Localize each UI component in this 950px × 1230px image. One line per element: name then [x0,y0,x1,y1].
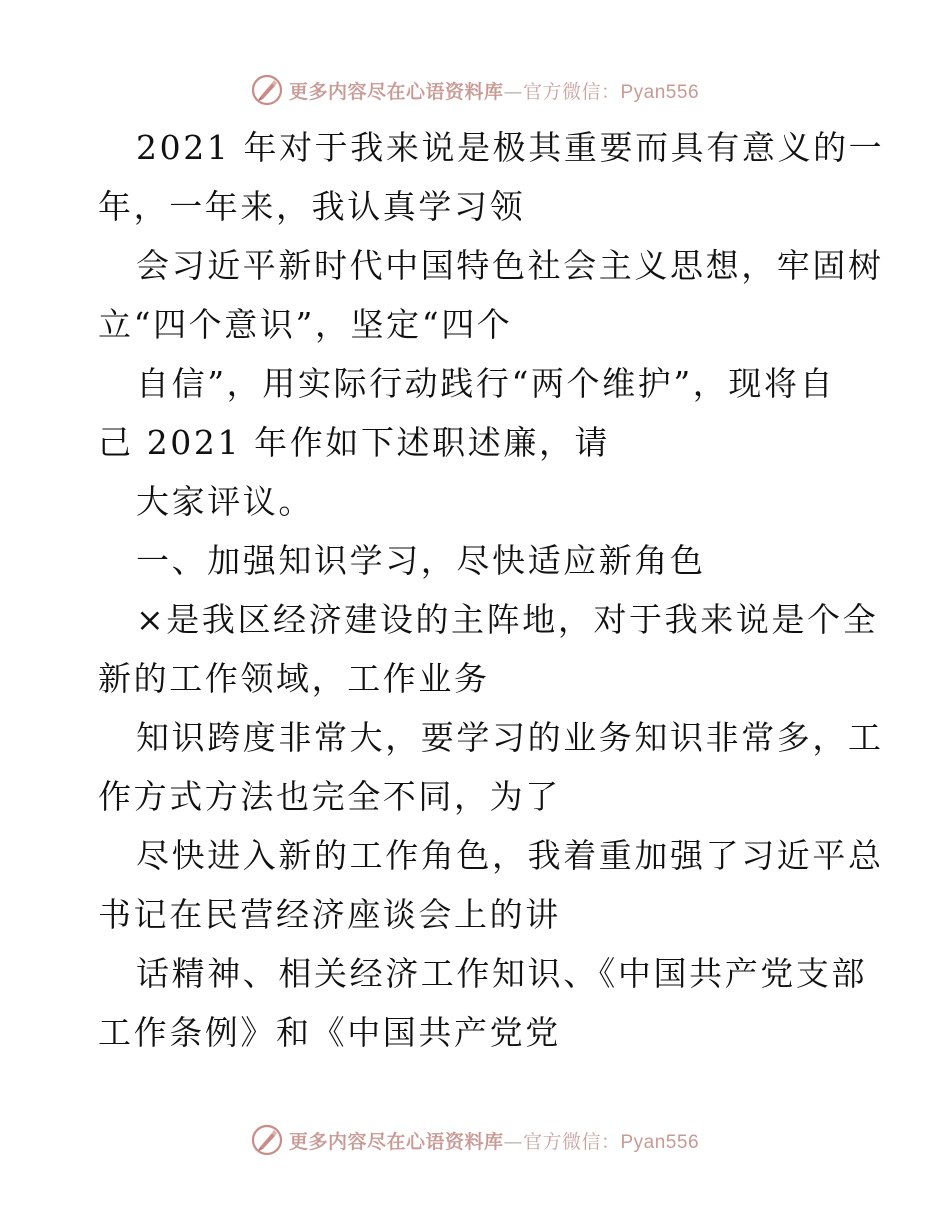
text-line: 新的工作领域，工作业务 [98,659,490,698]
text-line: 会习近平新时代中国特色社会主义思想，牢固树 [136,246,884,285]
quill-pen-logo-icon [251,74,283,106]
text-line: 书记在民营经济座谈会上的讲 [98,895,561,934]
watermark-separator: — [503,80,523,103]
text-line: ×是我区经济建设的主阵地，对于我来说是个全 [136,600,879,639]
text-line: 尽快进入新的工作角色，我着重加强了习近平总 [136,836,884,875]
section-heading: 一、加强知识学习，尽快适应新角色 [136,541,706,580]
text-line: 自信”，用实际行动践行“两个维护”，现将自 [136,364,836,403]
watermark-separator: — [503,1130,523,1153]
text-line: 工作条例》和《中国共产党党 [98,1013,561,1052]
text-line: 大家评议。 [136,482,314,521]
text-line: 知识跨度非常大，要学习的业务知识非常多，工 [136,718,884,757]
header-watermark [0,72,950,108]
watermark-label: 官方微信： [522,1130,621,1153]
document-body [98,118,885,1062]
watermark-label: 官方微信： [522,80,621,103]
watermark-text [289,1127,699,1154]
text-line: 作方式方法也完全不同，为了 [98,777,561,816]
watermark-brand: 更多内容尽在心语资料库 [288,1130,504,1153]
text-line: 2021 年对于我来说是极其重要而具有意义的一 [136,128,885,167]
watermark-brand: 更多内容尽在心语资料库 [288,80,504,103]
watermark-wechat-id: Pyan556 [620,81,700,103]
footer-watermark [0,1122,950,1158]
text-line: 话精神、相关经济工作知识、《中国共产党支部 [136,954,868,993]
text-line: 立“四个意识”，坚定“四个 [98,305,513,344]
text-line: 己 2021 年作如下述职述廉，请 [98,423,611,462]
watermark-text [289,77,699,104]
quill-pen-logo-icon [251,1124,283,1156]
text-line: 年，一年来，我认真学习领 [98,187,526,226]
watermark-wechat-id: Pyan556 [620,1131,700,1153]
